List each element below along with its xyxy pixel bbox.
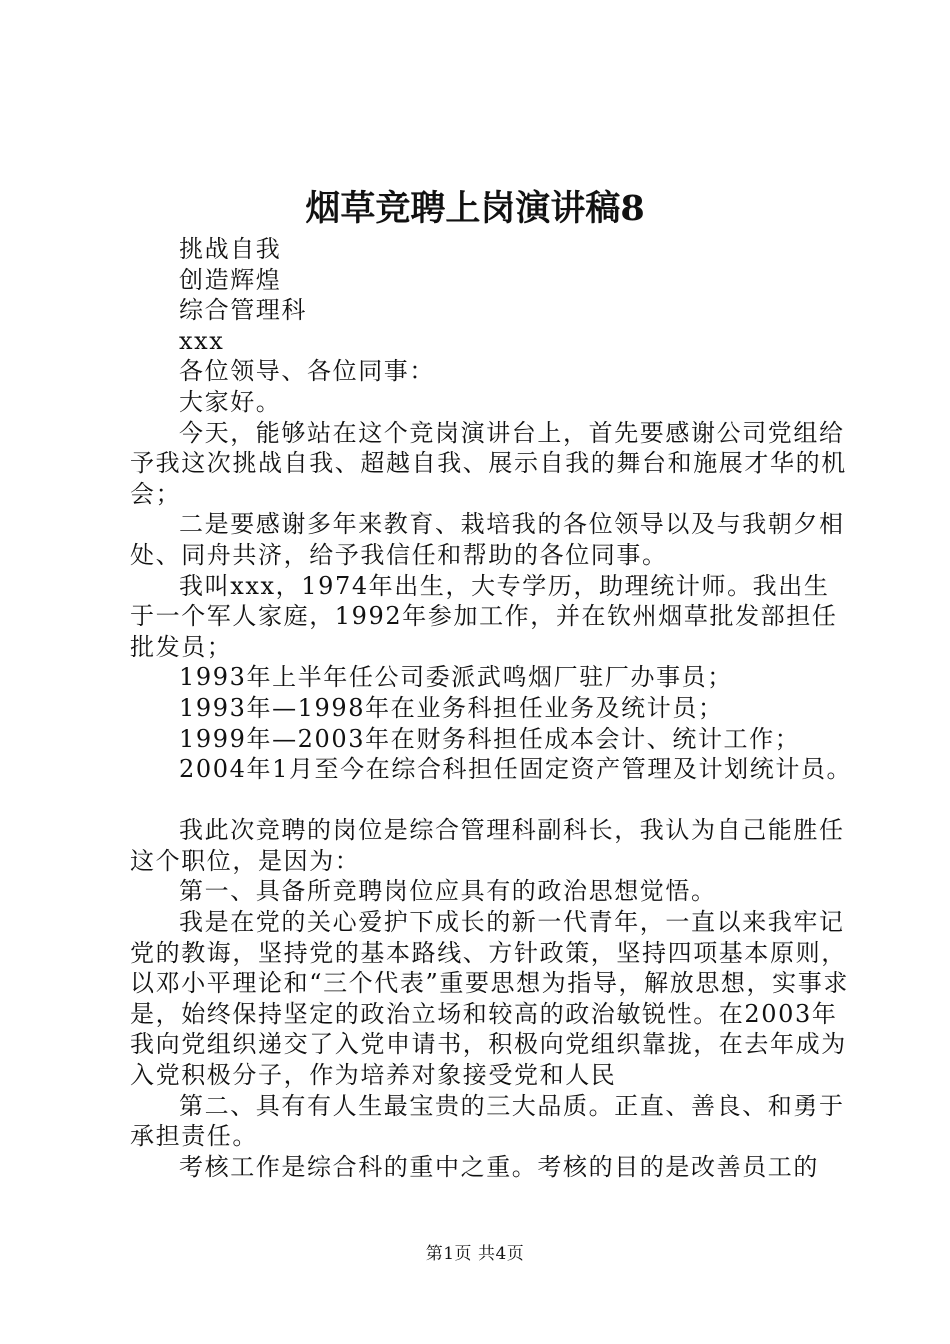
paragraph: 大家好。	[179, 387, 282, 416]
paragraph: 1999年—2003年在财务科担任成本会计、统计工作；	[179, 724, 801, 753]
document-title: 烟草竞聘上岗演讲稿8	[305, 188, 645, 229]
paragraph: 我是在党的关心爱护下成长的新一代青年，一直以来我牢记党的教诲，坚持党的基本路线、方针政策，坚持四项基本原则，以邓小平理论和“三个代表”重要思想为指导，解放思想，实事求是，始终保持坚定的政治立场和较高的政治敏锐性。在2003年我向党组织递交了入党申请书，积极向党组织靠拢，在去年成为入党积极分子，作为培养对象接受党和人民	[130, 908, 849, 1090]
paragraph: 考核工作是综合科的重中之重。考核的目的是改善员工的	[179, 1152, 819, 1181]
paragraph: xxx	[179, 326, 225, 355]
paragraph: 第二、具有有人生最宝贵的三大品质。正直、善良、和勇于承担责任。	[130, 1091, 845, 1151]
paragraph: 第一、具备所竞聘岗位应具有的政治思想觉悟。	[179, 877, 717, 906]
paragraph: 各位领导、各位同事：	[179, 357, 435, 386]
paragraph: 1993年上半年任公司委派武鸣烟厂驻厂办事员；	[179, 663, 733, 692]
paragraph: 挑战自我	[179, 235, 282, 263]
paragraph: 2004年1月至今在综合科担任固定资产管理及计划统计员。	[179, 755, 853, 784]
paragraph: 我此次竞聘的岗位是综合管理科副科长，我认为自己能胜任这个职位，是因为：	[130, 816, 845, 875]
paragraph: 1993年—1998年在业务科担任业务及统计员；	[179, 693, 724, 722]
page-footer: 第1页 共4页	[425, 1244, 525, 1264]
paragraph: 综合管理科	[179, 296, 307, 325]
paragraph: 今天，能够站在这个竞岗演讲台上，首先要感谢公司党组给予我这次挑战自我、超越自我、展示自我的舞台和施展才华的机会；	[130, 418, 847, 508]
blank-line	[130, 785, 850, 816]
document-body	[130, 234, 853, 1182]
paragraph: 创造辉煌	[179, 265, 282, 294]
paragraph: 我叫xxx，1974年出生，大专学历，助理统计师。我出生于一个军人家庭，1992年参加工作，并在钦州烟草批发部担任批发员；	[130, 571, 838, 661]
paragraph: 二是要感谢多年来教育、栽培我的各位领导以及与我朝夕相处、同舟共济，给予我信任和帮助的各位同事。	[130, 510, 845, 569]
